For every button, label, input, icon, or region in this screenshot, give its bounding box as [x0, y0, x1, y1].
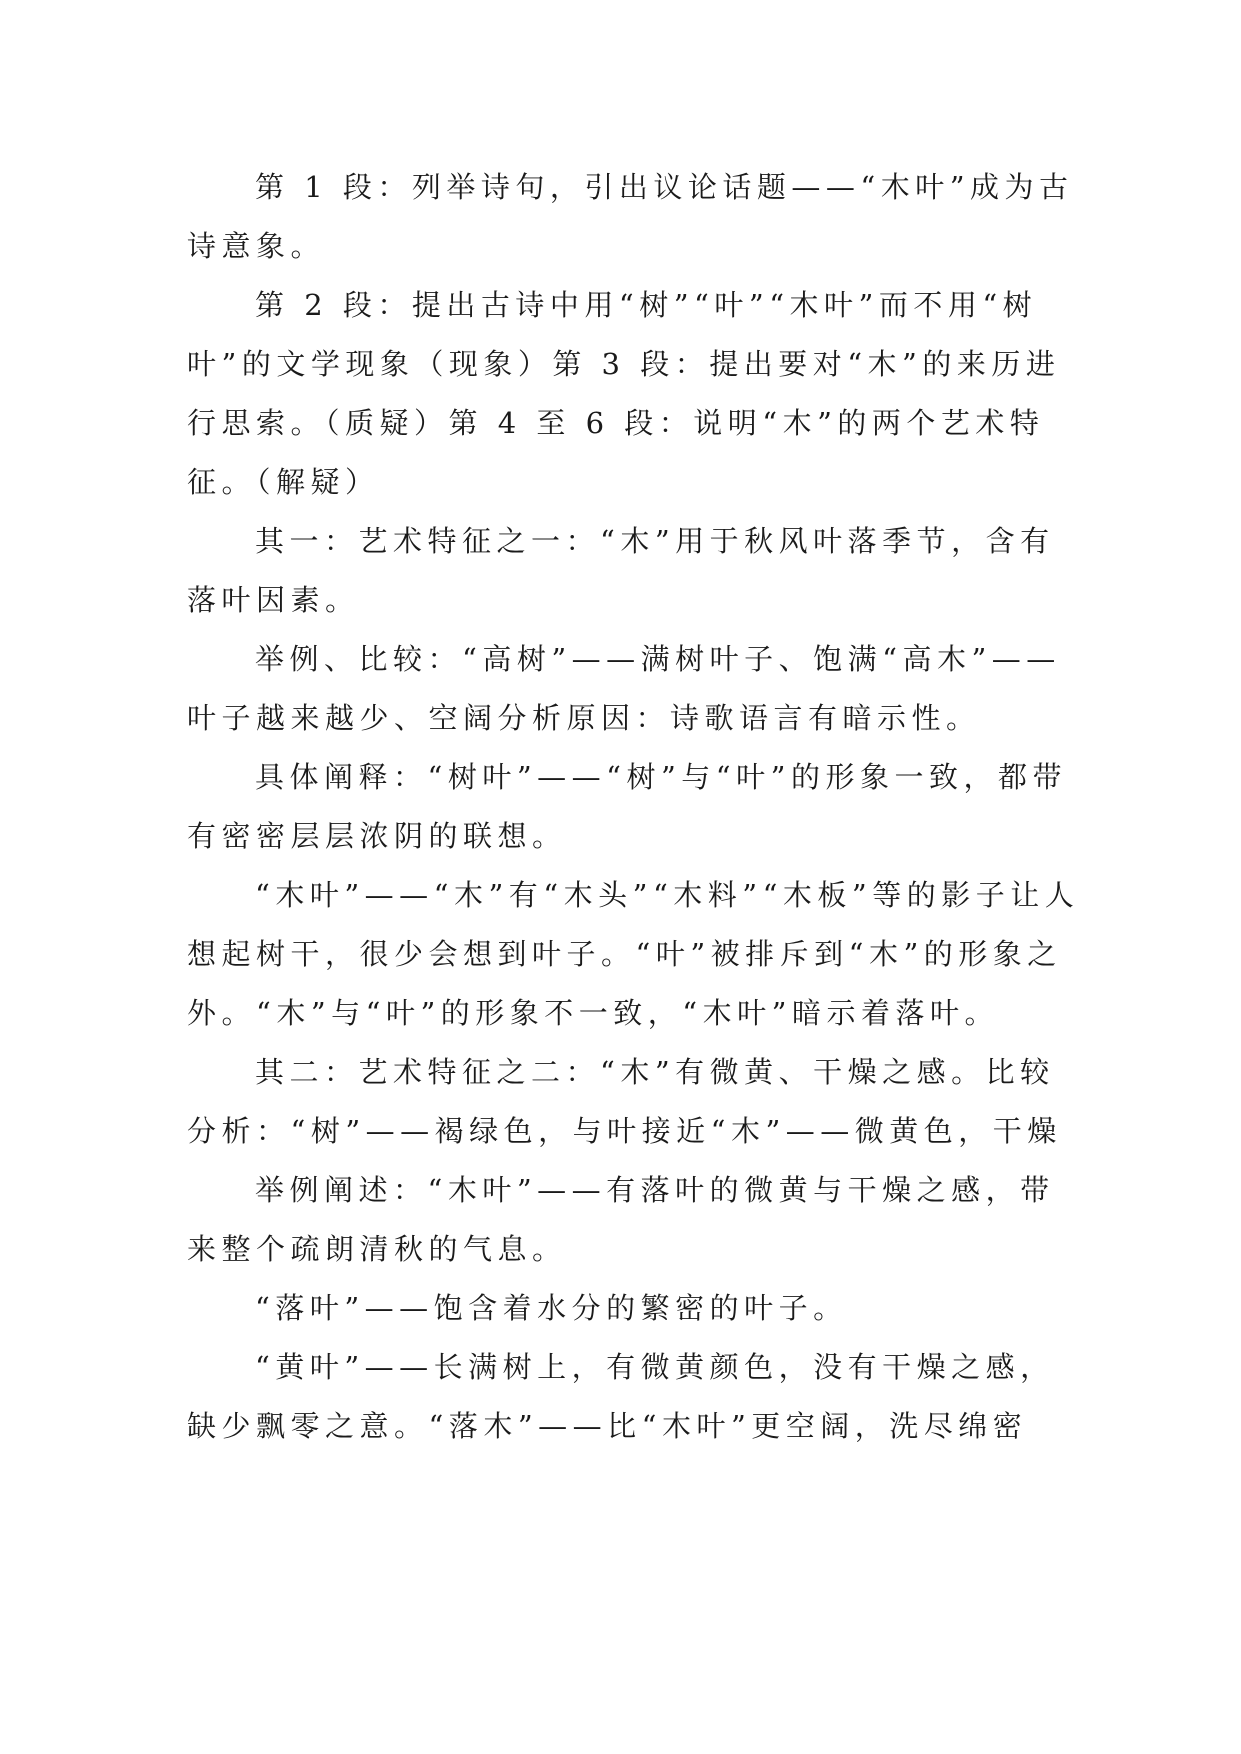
paragraph-8: 举例阐述：“木叶”——有落叶的微黄与干燥之感，带来整个疏朗清秋的气息。 — [187, 1173, 1055, 1266]
document-body — [187, 158, 1087, 1456]
paragraph-6: “木叶”——“木”有“木头”“木料”“木板”等的影子让人想起树干，很少会想到叶子。“叶”被排斥到“木”的形象之外。“木”与“叶”的形象不一致，“木叶”暗示着落叶。 — [187, 878, 1080, 1030]
paragraph-1: 第 1 段：列举诗句，引出议论话题——“木叶”成为古诗意象。 — [187, 170, 1074, 263]
paragraph-5: 具体阐释：“树叶”——“树”与“叶”的形象一致，都带有密密层层浓阴的联想。 — [187, 760, 1067, 853]
paragraph-9: “落叶”——饱含着水分的繁密的叶子。 — [255, 1291, 848, 1325]
paragraph-2: 第 2 段：提出古诗中用“树”“叶”“木叶”而不用“树叶”的文学现象（现象）第 3 段：提出要对“木”的来历进行思索。（质疑）第 4 至 6 段：说明“木”的两个艺术特征。（解疑） — [187, 288, 1061, 499]
paragraph-4: 举例、比较：“高树”——满树叶子、饱满“高木”——叶子越来越少、空阔分析原因：诗歌语言有暗示性。 — [187, 642, 1061, 735]
paragraph-10: “黄叶”——长满树上，有微黄颜色，没有干燥之感，缺少飘零之意。“落木”——比“木叶”更空阔，洗尽绵密 — [187, 1350, 1055, 1443]
paragraph-7: 其二：艺术特征之二：“木”有微黄、干燥之感。比较分析：“树”——褐绿色，与叶接近“木”——微黄色，干燥 — [187, 1055, 1062, 1148]
paragraph-3: 其一：艺术特征之一：“木”用于秋风叶落季节，含有落叶因素。 — [187, 524, 1055, 617]
